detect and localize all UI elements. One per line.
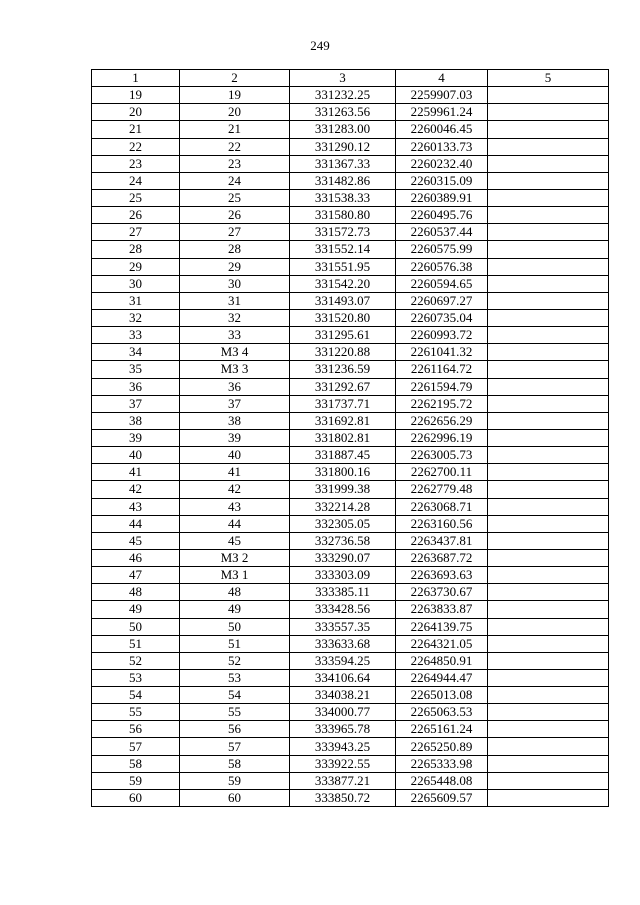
- table-row: [92, 361, 609, 378]
- table-cell: 331482.86: [290, 172, 396, 189]
- table-cell: 21: [92, 121, 180, 138]
- table-cell: МЗ 2: [180, 549, 290, 566]
- coordinates-table: [91, 69, 609, 807]
- table-cell: [488, 361, 609, 378]
- table-row: [92, 309, 609, 326]
- table-cell: 53: [180, 669, 290, 686]
- column-header: 2: [180, 70, 290, 87]
- table-cell: 2261041.32: [396, 344, 488, 361]
- table-cell: 60: [92, 789, 180, 806]
- table-cell: [488, 138, 609, 155]
- table-cell: 41: [180, 464, 290, 481]
- table-cell: 2263437.81: [396, 532, 488, 549]
- table-cell: 2260389.91: [396, 189, 488, 206]
- table-cell: 2265609.57: [396, 789, 488, 806]
- table-header-row: [92, 70, 609, 87]
- table-cell: 331520.80: [290, 309, 396, 326]
- table-cell: [488, 687, 609, 704]
- table-row: [92, 464, 609, 481]
- table-cell: [488, 549, 609, 566]
- table-cell: 19: [180, 87, 290, 104]
- table-cell: 23: [180, 155, 290, 172]
- column-header: 3: [290, 70, 396, 87]
- table-cell: 20: [180, 104, 290, 121]
- table-cell: 2259961.24: [396, 104, 488, 121]
- table-cell: 27: [92, 224, 180, 241]
- table-cell: 2263833.87: [396, 601, 488, 618]
- table-row: [92, 87, 609, 104]
- table-cell: 44: [92, 515, 180, 532]
- table-cell: 2260697.27: [396, 292, 488, 309]
- table-row: [92, 687, 609, 704]
- table-cell: 2264944.47: [396, 669, 488, 686]
- table-cell: 331367.33: [290, 155, 396, 172]
- table-cell: 28: [180, 241, 290, 258]
- table-cell: 2260576.38: [396, 258, 488, 275]
- table-cell: 57: [92, 738, 180, 755]
- table-cell: 29: [92, 258, 180, 275]
- table-cell: 50: [180, 618, 290, 635]
- table-cell: [488, 464, 609, 481]
- table-row: [92, 172, 609, 189]
- table-cell: [488, 258, 609, 275]
- table-cell: 331737.71: [290, 395, 396, 412]
- table-cell: 2265013.08: [396, 687, 488, 704]
- table-cell: 25: [92, 189, 180, 206]
- table-cell: 2261594.79: [396, 378, 488, 395]
- table-row: [92, 549, 609, 566]
- table-row: [92, 207, 609, 224]
- table-row: [92, 738, 609, 755]
- table-row: [92, 721, 609, 738]
- table-cell: [488, 189, 609, 206]
- table-cell: 25: [180, 189, 290, 206]
- table-cell: 2264850.91: [396, 652, 488, 669]
- page-number: 249: [310, 38, 330, 53]
- table-cell: 45: [92, 532, 180, 549]
- table-cell: 48: [92, 584, 180, 601]
- table-cell: 331220.88: [290, 344, 396, 361]
- table-cell: 48: [180, 584, 290, 601]
- table-cell: 2264321.05: [396, 635, 488, 652]
- table-cell: [488, 155, 609, 172]
- table-cell: 60: [180, 789, 290, 806]
- table-row: [92, 704, 609, 721]
- table-cell: 26: [180, 207, 290, 224]
- table-cell: 334038.21: [290, 687, 396, 704]
- table-cell: 331580.80: [290, 207, 396, 224]
- table-cell: 331552.14: [290, 241, 396, 258]
- table-cell: 22: [92, 138, 180, 155]
- table-cell: 2263005.73: [396, 447, 488, 464]
- table-cell: 333557.35: [290, 618, 396, 635]
- table-row: [92, 755, 609, 772]
- table-cell: [488, 498, 609, 515]
- table-row: [92, 669, 609, 686]
- table-row: [92, 412, 609, 429]
- table-cell: [488, 532, 609, 549]
- table-cell: [488, 789, 609, 806]
- table-cell: 331800.16: [290, 464, 396, 481]
- table-cell: 2260232.40: [396, 155, 488, 172]
- table-cell: [488, 121, 609, 138]
- table-cell: 2264139.75: [396, 618, 488, 635]
- table-cell: 42: [180, 481, 290, 498]
- table-cell: 331290.12: [290, 138, 396, 155]
- table-cell: 2263160.56: [396, 515, 488, 532]
- table-cell: 2260993.72: [396, 327, 488, 344]
- table-cell: [488, 224, 609, 241]
- table-cell: 19: [92, 87, 180, 104]
- table-row: [92, 447, 609, 464]
- table-cell: 31: [180, 292, 290, 309]
- table-cell: 2260133.73: [396, 138, 488, 155]
- table-cell: 44: [180, 515, 290, 532]
- table-cell: [488, 412, 609, 429]
- table-cell: [488, 515, 609, 532]
- table-row: [92, 138, 609, 155]
- table-cell: [488, 704, 609, 721]
- table-cell: 333922.55: [290, 755, 396, 772]
- table-cell: 2262779.48: [396, 481, 488, 498]
- table-row: [92, 241, 609, 258]
- table-row: [92, 189, 609, 206]
- table-cell: [488, 652, 609, 669]
- table-row: [92, 344, 609, 361]
- table-cell: 333877.21: [290, 772, 396, 789]
- table-cell: 331538.33: [290, 189, 396, 206]
- table-cell: 33: [92, 327, 180, 344]
- table-cell: [488, 172, 609, 189]
- table-body: [92, 87, 609, 807]
- table-cell: 21: [180, 121, 290, 138]
- table-cell: 42: [92, 481, 180, 498]
- table-cell: 333303.09: [290, 567, 396, 584]
- table-cell: 2259907.03: [396, 87, 488, 104]
- table-row: [92, 378, 609, 395]
- table-row: [92, 292, 609, 309]
- table-cell: [488, 738, 609, 755]
- table-row: [92, 395, 609, 412]
- table-cell: [488, 429, 609, 446]
- table-cell: [488, 241, 609, 258]
- table-cell: [488, 772, 609, 789]
- table-cell: 40: [92, 447, 180, 464]
- table-cell: 331295.61: [290, 327, 396, 344]
- table-cell: 28: [92, 241, 180, 258]
- table-cell: 2260315.09: [396, 172, 488, 189]
- table-cell: 43: [92, 498, 180, 515]
- table-cell: [488, 327, 609, 344]
- table-cell: 37: [92, 395, 180, 412]
- table-cell: МЗ 1: [180, 567, 290, 584]
- table-row: [92, 567, 609, 584]
- table-cell: 333594.25: [290, 652, 396, 669]
- table-row: [92, 772, 609, 789]
- table-cell: 24: [180, 172, 290, 189]
- table-row: [92, 327, 609, 344]
- table-cell: [488, 447, 609, 464]
- table-cell: 333385.11: [290, 584, 396, 601]
- table-cell: [488, 584, 609, 601]
- table-cell: 56: [92, 721, 180, 738]
- table-cell: 2263687.72: [396, 549, 488, 566]
- column-header: 5: [488, 70, 609, 87]
- table-cell: 331263.56: [290, 104, 396, 121]
- table-cell: 54: [92, 687, 180, 704]
- table-cell: 57: [180, 738, 290, 755]
- table-cell: 47: [92, 567, 180, 584]
- table-cell: 331692.81: [290, 412, 396, 429]
- table-cell: 52: [180, 652, 290, 669]
- table-cell: 2260495.76: [396, 207, 488, 224]
- table-cell: 333965.78: [290, 721, 396, 738]
- table-cell: [488, 721, 609, 738]
- table-cell: 39: [180, 429, 290, 446]
- table-cell: 52: [92, 652, 180, 669]
- table-cell: 58: [92, 755, 180, 772]
- table-cell: 51: [180, 635, 290, 652]
- table-cell: [488, 755, 609, 772]
- table-cell: 27: [180, 224, 290, 241]
- table-row: [92, 652, 609, 669]
- table-cell: 331232.25: [290, 87, 396, 104]
- table-row: [92, 498, 609, 515]
- table-row: [92, 789, 609, 806]
- table-cell: 49: [92, 601, 180, 618]
- table-cell: [488, 567, 609, 584]
- table-cell: 32: [180, 309, 290, 326]
- table-cell: [488, 87, 609, 104]
- table-cell: 43: [180, 498, 290, 515]
- table-cell: 35: [92, 361, 180, 378]
- table-row: [92, 635, 609, 652]
- table-cell: 333850.72: [290, 789, 396, 806]
- table-cell: 331542.20: [290, 275, 396, 292]
- table-row: [92, 104, 609, 121]
- table-cell: 2262195.72: [396, 395, 488, 412]
- table-cell: 59: [180, 772, 290, 789]
- table-cell: 56: [180, 721, 290, 738]
- table-cell: 2265063.53: [396, 704, 488, 721]
- table-cell: 32: [92, 309, 180, 326]
- table-cell: 23: [92, 155, 180, 172]
- table-cell: 331236.59: [290, 361, 396, 378]
- table-cell: 331292.67: [290, 378, 396, 395]
- table-cell: 37: [180, 395, 290, 412]
- table-cell: 55: [92, 704, 180, 721]
- table-cell: 331551.95: [290, 258, 396, 275]
- table-cell: 29: [180, 258, 290, 275]
- table-cell: [488, 395, 609, 412]
- table-cell: 24: [92, 172, 180, 189]
- table-cell: 20: [92, 104, 180, 121]
- table-cell: 46: [92, 549, 180, 566]
- table-cell: [488, 309, 609, 326]
- table-cell: 332305.05: [290, 515, 396, 532]
- table-cell: 2263068.71: [396, 498, 488, 515]
- table-row: [92, 275, 609, 292]
- table-cell: МЗ 3: [180, 361, 290, 378]
- table-cell: 2265161.24: [396, 721, 488, 738]
- table-cell: 334106.64: [290, 669, 396, 686]
- table-cell: [488, 292, 609, 309]
- table-cell: 33: [180, 327, 290, 344]
- table-cell: 30: [180, 275, 290, 292]
- table-row: [92, 584, 609, 601]
- table-row: [92, 515, 609, 532]
- table-cell: 38: [180, 412, 290, 429]
- table-cell: 51: [92, 635, 180, 652]
- table-cell: [488, 207, 609, 224]
- table-cell: 331283.00: [290, 121, 396, 138]
- table-row: [92, 224, 609, 241]
- table-cell: [488, 104, 609, 121]
- table-cell: 333428.56: [290, 601, 396, 618]
- table-row: [92, 601, 609, 618]
- table-cell: 41: [92, 464, 180, 481]
- table-cell: 2265333.98: [396, 755, 488, 772]
- table-cell: [488, 344, 609, 361]
- table-cell: 2261164.72: [396, 361, 488, 378]
- table-cell: 2260537.44: [396, 224, 488, 241]
- table-cell: [488, 378, 609, 395]
- table-cell: 59: [92, 772, 180, 789]
- table-cell: 332214.28: [290, 498, 396, 515]
- table-cell: 50: [92, 618, 180, 635]
- table-cell: 2260046.45: [396, 121, 488, 138]
- table-cell: 2260735.04: [396, 309, 488, 326]
- table-cell: 2260594.65: [396, 275, 488, 292]
- table-row: [92, 532, 609, 549]
- table-cell: [488, 275, 609, 292]
- table-cell: 49: [180, 601, 290, 618]
- table-cell: 30: [92, 275, 180, 292]
- table-cell: [488, 618, 609, 635]
- table-cell: 39: [92, 429, 180, 446]
- table-cell: 333943.25: [290, 738, 396, 755]
- table-cell: 38: [92, 412, 180, 429]
- table-cell: 22: [180, 138, 290, 155]
- table-row: [92, 155, 609, 172]
- table-cell: 45: [180, 532, 290, 549]
- table-cell: 40: [180, 447, 290, 464]
- table-cell: [488, 601, 609, 618]
- table-cell: 2265250.89: [396, 738, 488, 755]
- table-cell: 2262700.11: [396, 464, 488, 481]
- table-cell: 331802.81: [290, 429, 396, 446]
- table-cell: МЗ 4: [180, 344, 290, 361]
- table-cell: 58: [180, 755, 290, 772]
- column-header: 4: [396, 70, 488, 87]
- table-cell: 2263693.63: [396, 567, 488, 584]
- table-cell: 333290.07: [290, 549, 396, 566]
- table-row: [92, 481, 609, 498]
- table-cell: 331999.38: [290, 481, 396, 498]
- table-cell: 26: [92, 207, 180, 224]
- table-cell: 2262656.29: [396, 412, 488, 429]
- table-cell: 331493.07: [290, 292, 396, 309]
- table-cell: 2262996.19: [396, 429, 488, 446]
- table-cell: 2263730.67: [396, 584, 488, 601]
- table-row: [92, 429, 609, 446]
- table-row: [92, 258, 609, 275]
- table-cell: 36: [180, 378, 290, 395]
- table-cell: 55: [180, 704, 290, 721]
- table-cell: 334000.77: [290, 704, 396, 721]
- table-cell: 53: [92, 669, 180, 686]
- table-cell: 31: [92, 292, 180, 309]
- table-cell: 331572.73: [290, 224, 396, 241]
- table-cell: 331887.45: [290, 447, 396, 464]
- table-cell: [488, 481, 609, 498]
- table-cell: 36: [92, 378, 180, 395]
- table-cell: 332736.58: [290, 532, 396, 549]
- table-row: [92, 618, 609, 635]
- table-cell: 2260575.99: [396, 241, 488, 258]
- table-cell: [488, 669, 609, 686]
- table-cell: 2265448.08: [396, 772, 488, 789]
- table-cell: 34: [92, 344, 180, 361]
- table-cell: 54: [180, 687, 290, 704]
- table-cell: 333633.68: [290, 635, 396, 652]
- table-cell: [488, 635, 609, 652]
- column-header: 1: [92, 70, 180, 87]
- table-row: [92, 121, 609, 138]
